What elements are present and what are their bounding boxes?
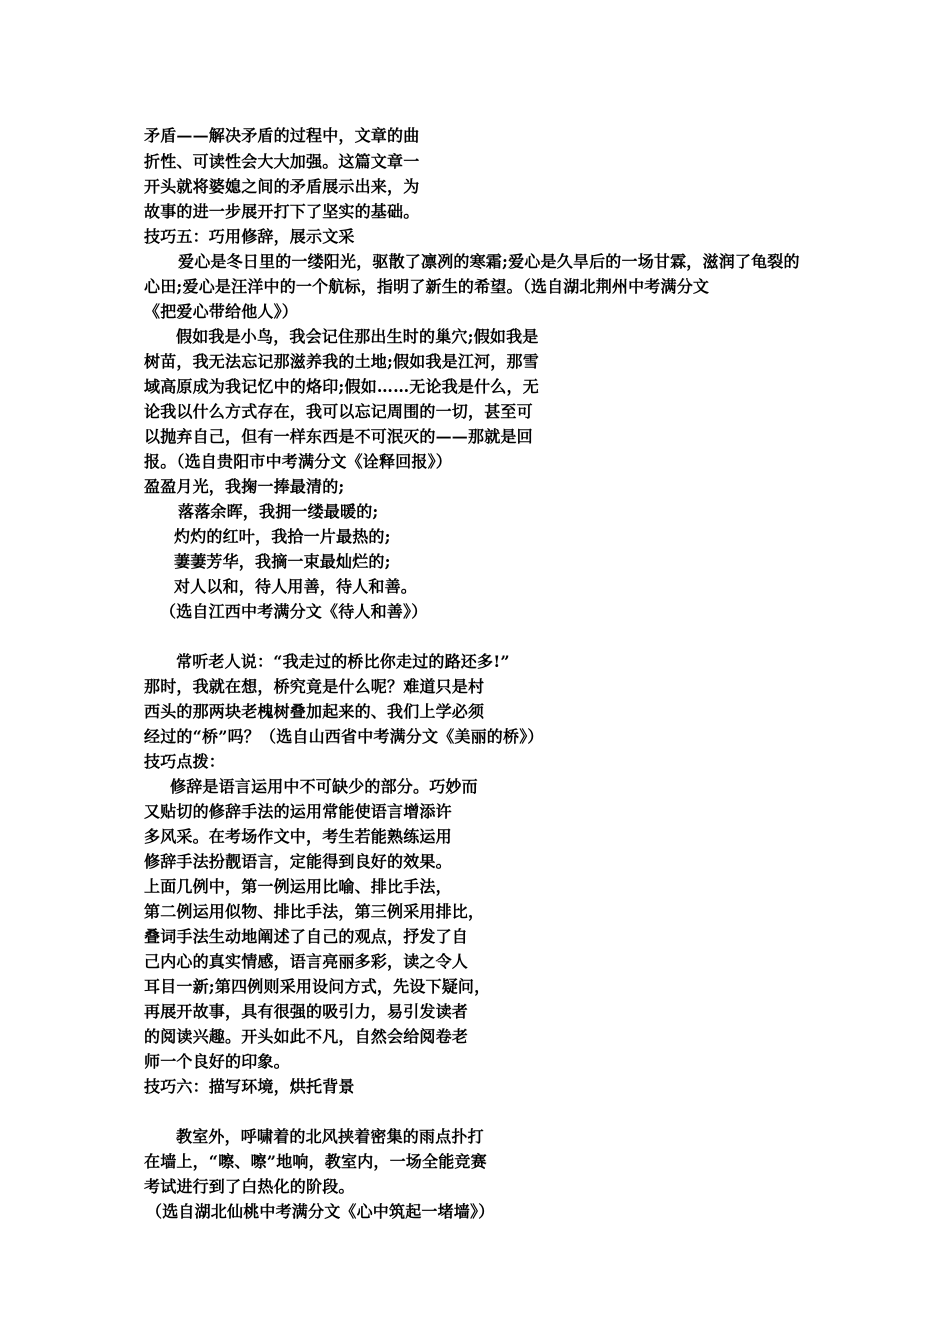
text-line: 又贴切的修辞手法的运用常能使语言增添许: [144, 802, 452, 821]
text-line: 叠词手法生动地阐述了自己的观点，抒发了自: [144, 927, 469, 946]
text-line: 开头就将婆媳之间的矛盾展示出来，为: [144, 177, 420, 196]
text-line: 那时，我就在想，桥究竟是什么呢？难道只是村: [144, 677, 485, 696]
text-line: 常听老人说：“我走过的桥比你走过的路还多!”: [176, 652, 510, 671]
text-line: 故事的进一步展开打下了坚实的基础。: [144, 202, 420, 221]
section-heading: 技巧五：巧用修辞，展示文采: [144, 227, 355, 246]
text-line: 对人以和，待人用善，待人和善。: [174, 577, 418, 596]
text-line: 树苗，我无法忘记那滋养我的土地;假如我是江河，那雪: [144, 352, 539, 371]
text-line: 的阅读兴趣。开头如此不凡，自然会给阅卷老: [144, 1027, 469, 1046]
text-line: 修辞是语言运用中不可缺少的部分。巧妙而: [170, 777, 478, 796]
text-line: 假如我是小鸟，我会记住那出生时的巢穴;假如我是: [176, 327, 539, 346]
text-line: 域高原成为我记忆中的烙印;假如……无论我是什么，无: [144, 377, 539, 396]
text-line: 在墙上，“嚓、嚓”地响，教室内，一场全能竞赛: [144, 1152, 487, 1171]
text-line: 以抛弃自己，但有一样东西是不可泯灭的——那就是回: [144, 427, 533, 446]
text-line: 修辞手法扮靓语言，定能得到良好的效果。: [144, 852, 452, 871]
text-line: 考试进行到了白热化的阶段。: [144, 1177, 355, 1196]
text-line: 盈盈月光，我掬一捧最清的;: [144, 477, 345, 496]
text-line: 落落余晖，我拥一缕最暖的;: [178, 502, 379, 521]
text-line: 再展开故事，具有很强的吸引力，易引发读者: [144, 1002, 469, 1021]
text-line: （选自江西中考满分文《待人和善》）: [160, 602, 428, 621]
text-line: 己内心的真实情感，语言亮丽多彩，读之令人: [144, 952, 469, 971]
text-line: 教室外，呼啸着的北风挟着密集的雨点扑打: [176, 1127, 484, 1146]
text-line: 多风采。在考场作文中，考生若能熟练运用: [144, 827, 452, 846]
text-line: 《把爱心带给他人》）: [144, 302, 299, 321]
text-line: 报。（选自贵阳市中考满分文《诠释回报》）: [144, 452, 453, 471]
text-line: 师一个良好的印象。: [144, 1052, 290, 1071]
text-line: 西头的那两块老槐树叠加起来的、我们上学必须: [144, 702, 485, 721]
text-line: 折性、可读性会大大加强。这篇文章一: [144, 152, 420, 171]
text-line: 矛盾——解决矛盾的过程中，文章的曲: [144, 126, 420, 145]
section-heading: 技巧点拨：: [144, 752, 226, 771]
text-line: 第二例运用似物、排比手法，第三例采用排比，: [144, 902, 485, 921]
section-heading: 技巧六：描写环境，烘托背景: [144, 1077, 355, 1096]
text-line: 灼灼的红叶，我拾一片最热的;: [174, 527, 391, 546]
text-line: 经过的“桥”吗？（选自山西省中考满分文《美丽的桥》）: [144, 727, 544, 746]
text-line: 论我以什么方式存在，我可以忘记周围的一切，甚至可: [144, 402, 533, 421]
text-line: 爱心是冬日里的一缕阳光，驱散了凛冽的寒霜;爱心是久旱后的一场甘霖，滋润了龟裂的: [178, 252, 800, 271]
text-line: （选自湖北仙桃中考满分文《心中筑起一堵墙》）: [146, 1202, 495, 1221]
text-line: 上面几例中，第一例运用比喻、排比手法，: [144, 877, 452, 896]
text-line: 心田;爱心是汪洋中的一个航标，指明了新生的希望。（选自湖北荆州中考满分文: [144, 277, 710, 296]
text-line: 萋萋芳华，我摘一束最灿烂的;: [174, 552, 391, 571]
text-line: 耳目一新;第四例则采用设问方式，先设下疑问，: [144, 977, 491, 996]
